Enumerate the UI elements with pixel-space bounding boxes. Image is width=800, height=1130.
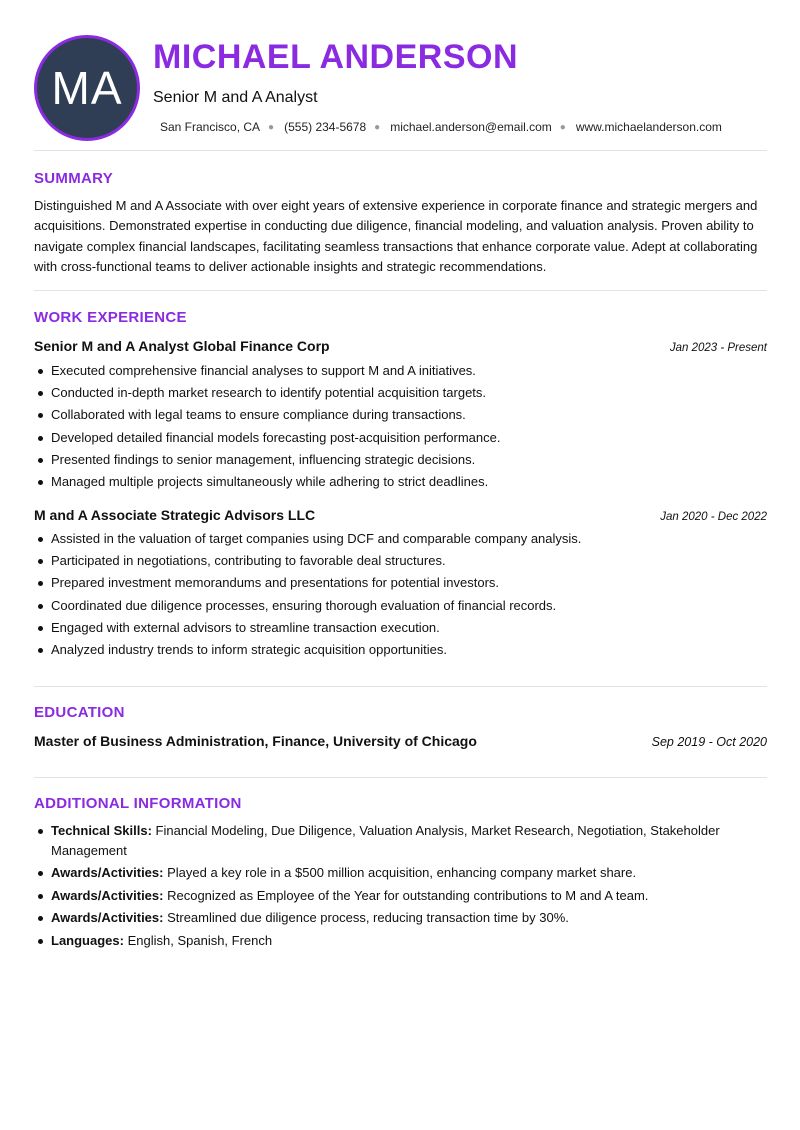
item-text: Streamlined due diligence process, reducing transaction time by 30%.	[167, 910, 569, 925]
list-item: Presented findings to senior management, influencing strategic decisions.	[34, 449, 767, 471]
item-label: Awards/Activities:	[51, 887, 164, 903]
contact-location: San Francisco, CA	[160, 120, 261, 134]
contact-website[interactable]: www.michaelanderson.com	[575, 120, 722, 134]
divider	[34, 290, 767, 291]
list-item	[34, 821, 767, 860]
item-label: Languages:	[51, 932, 124, 948]
divider	[34, 686, 767, 687]
list-item	[34, 908, 767, 928]
list-item: Developed detailed financial models forecasting post-acquisition performance.	[34, 427, 767, 449]
item-text: Financial Modeling, Due Diligence, Valuation Analysis, Market Research, Negotiation, Stakeholder Management	[51, 823, 720, 858]
item-text: English, Spanish, French	[127, 932, 273, 948]
list-item: Executed comprehensive financial analyses to support M and A initiatives.	[34, 360, 767, 382]
education-entry	[34, 733, 767, 749]
item-text: Recognized as Employee of the Year for outstanding contributions to M and A team.	[167, 887, 649, 903]
list-item: Coordinated due diligence processes, ensuring thorough evaluation of financial records.	[34, 595, 767, 617]
separator-dot-icon: ●	[374, 121, 381, 133]
candidate-title: Senior M and A Analyst	[153, 89, 318, 106]
additional-list	[34, 821, 767, 953]
job-dates: Jan 2023 - Present	[669, 342, 767, 354]
avatar-initials: MA	[51, 62, 123, 114]
contact-line	[160, 120, 722, 134]
summary-text: Distinguished M and A Associate with over eight years of extensive experience in corporate finance and strategic mergers and acquisitions. Demonstrated expertise in conducting due diligence, financial modeling, and valuation analysis. Proven ability to navigate complex financial landscapes, facilitating seamless transactions that enhance corporate value. Adept at collaborating with cross-functional teams to deliver actionable insights and strategic recommendations.	[34, 198, 758, 274]
candidate-name: MICHAEL ANDERSON	[153, 38, 519, 76]
experience-heading: WORK EXPERIENCE	[34, 309, 187, 326]
list-item: Conducted in-depth market research to identify potential acquisition targets.	[34, 382, 767, 404]
job-title: M and A Associate Strategic Advisors LLC	[34, 507, 316, 523]
list-item: Assisted in the valuation of target companies using DCF and comparable company analysis.	[34, 528, 767, 550]
divider	[34, 777, 767, 778]
item-text: Played a key role in a $500 million acquisition, enhancing company market share.	[167, 865, 637, 880]
list-item: Collaborated with legal teams to ensure compliance during transactions.	[34, 404, 767, 426]
summary-heading: SUMMARY	[34, 170, 114, 187]
contact-phone: (555) 234-5678	[284, 120, 367, 134]
list-item: Managed multiple projects simultaneously while adhering to strict deadlines.	[34, 471, 767, 493]
list-item: Prepared investment memorandums and presentations for potential investors.	[34, 572, 767, 594]
job-bullets	[34, 360, 767, 493]
additional-heading: ADDITIONAL INFORMATION	[34, 795, 242, 812]
list-item	[34, 863, 767, 883]
list-item: Participated in negotiations, contributing to favorable deal structures.	[34, 550, 767, 572]
divider	[34, 150, 767, 151]
job-dates: Jan 2020 - Dec 2022	[660, 511, 767, 523]
separator-dot-icon: ●	[559, 121, 566, 133]
item-label: Technical Skills:	[51, 823, 152, 838]
job-header	[34, 338, 767, 354]
avatar	[34, 35, 140, 141]
job-title: Senior M and A Analyst Global Finance Corp	[34, 338, 330, 354]
item-label: Awards/Activities:	[51, 910, 164, 925]
contact-email[interactable]: michael.anderson@email.com	[390, 120, 552, 134]
job-header	[34, 507, 767, 523]
item-label: Awards/Activities:	[51, 865, 164, 880]
list-item: Engaged with external advisors to streamline transaction execution.	[34, 617, 767, 639]
education-dates: Sep 2019 - Oct 2020	[651, 735, 767, 749]
job-bullets	[34, 528, 767, 661]
list-item: Analyzed industry trends to inform strategic acquisition opportunities.	[34, 639, 767, 661]
education-heading: EDUCATION	[34, 704, 125, 721]
list-item	[34, 931, 767, 951]
education-degree: Master of Business Administration, Finance, University of Chicago	[34, 733, 477, 749]
separator-dot-icon: ●	[268, 121, 275, 133]
list-item	[34, 886, 767, 906]
